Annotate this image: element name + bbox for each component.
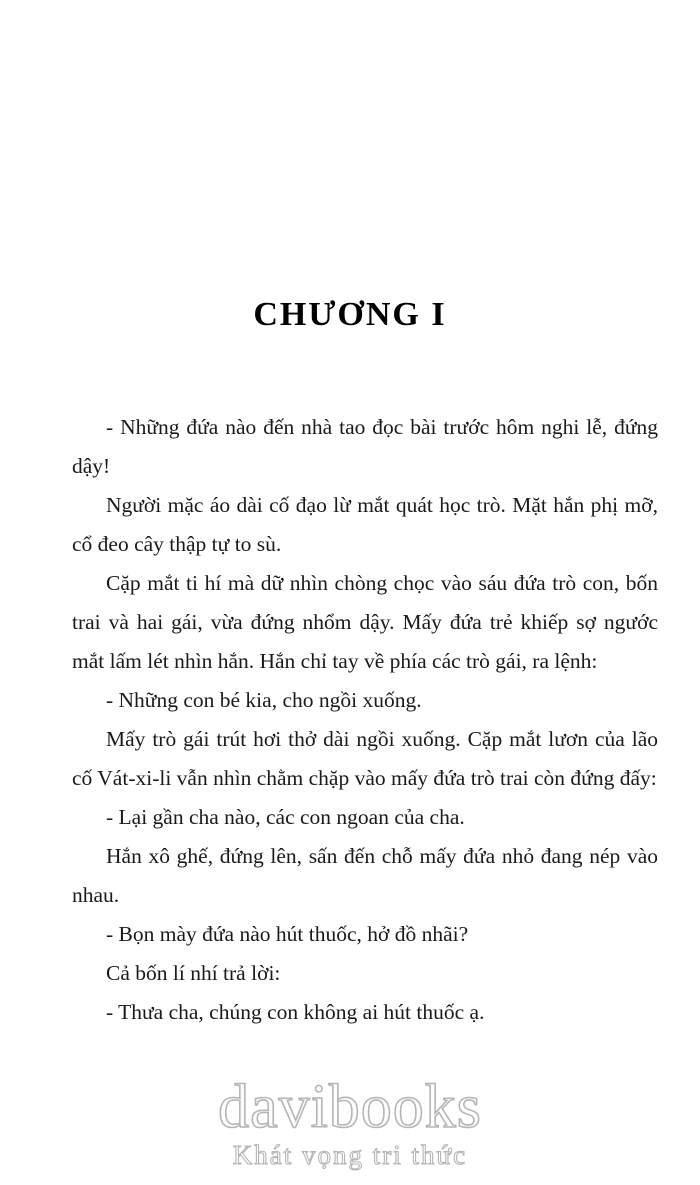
watermark-tagline: Khát vọng tri thức [232, 1140, 468, 1170]
paragraph: Người mặc áo dài cố đạo lừ mắt quát học trò. Mặt hắn phị mỡ, cổ đeo cây thập tự to sù. [72, 493, 658, 556]
paragraph: - Những đứa nào đến nhà tao đọc bài trước hôm nghi lễ, đứng dậy! [72, 415, 658, 478]
paragraph: - Lại gần cha nào, các con ngoan của cha. [106, 805, 465, 829]
paragraph: - Thưa cha, chúng con không ai hút thuốc ạ. [106, 1000, 485, 1024]
body-text [72, 408, 658, 1032]
paragraph: Hắn xô ghế, đứng lên, sấn đến chỗ mấy đứa nhỏ đang nép vào nhau. [72, 844, 658, 907]
watermark-logo: davibooks [218, 1073, 482, 1141]
paragraph: - Bọn mày đứa nào hút thuốc, hở đồ nhãi? [106, 922, 469, 946]
paragraph: Mấy trò gái trút hơi thở dài ngồi xuống. Cặp mắt lươn của lão cố Vát-xi-li vẫn nhìn chằm chặp vào mấy đứa trò trai còn đứng đấy: [72, 727, 658, 790]
paragraph: Cả bốn lí nhí trả lời: [106, 961, 281, 985]
paragraph: - Những con bé kia, cho ngồi xuống. [106, 688, 422, 712]
paragraph: Cặp mắt ti hí mà dữ nhìn chòng chọc vào sáu đứa trò con, bốn trai và hai gái, vừa đứng nhổm dậy. Mấy đứa trẻ khiếp sợ ngước mắt lấm lét nhìn hắn. Hắn chỉ tay về phía các trò gái, ra lệnh: [72, 571, 658, 673]
page-title: CHƯƠNG I [253, 296, 447, 333]
